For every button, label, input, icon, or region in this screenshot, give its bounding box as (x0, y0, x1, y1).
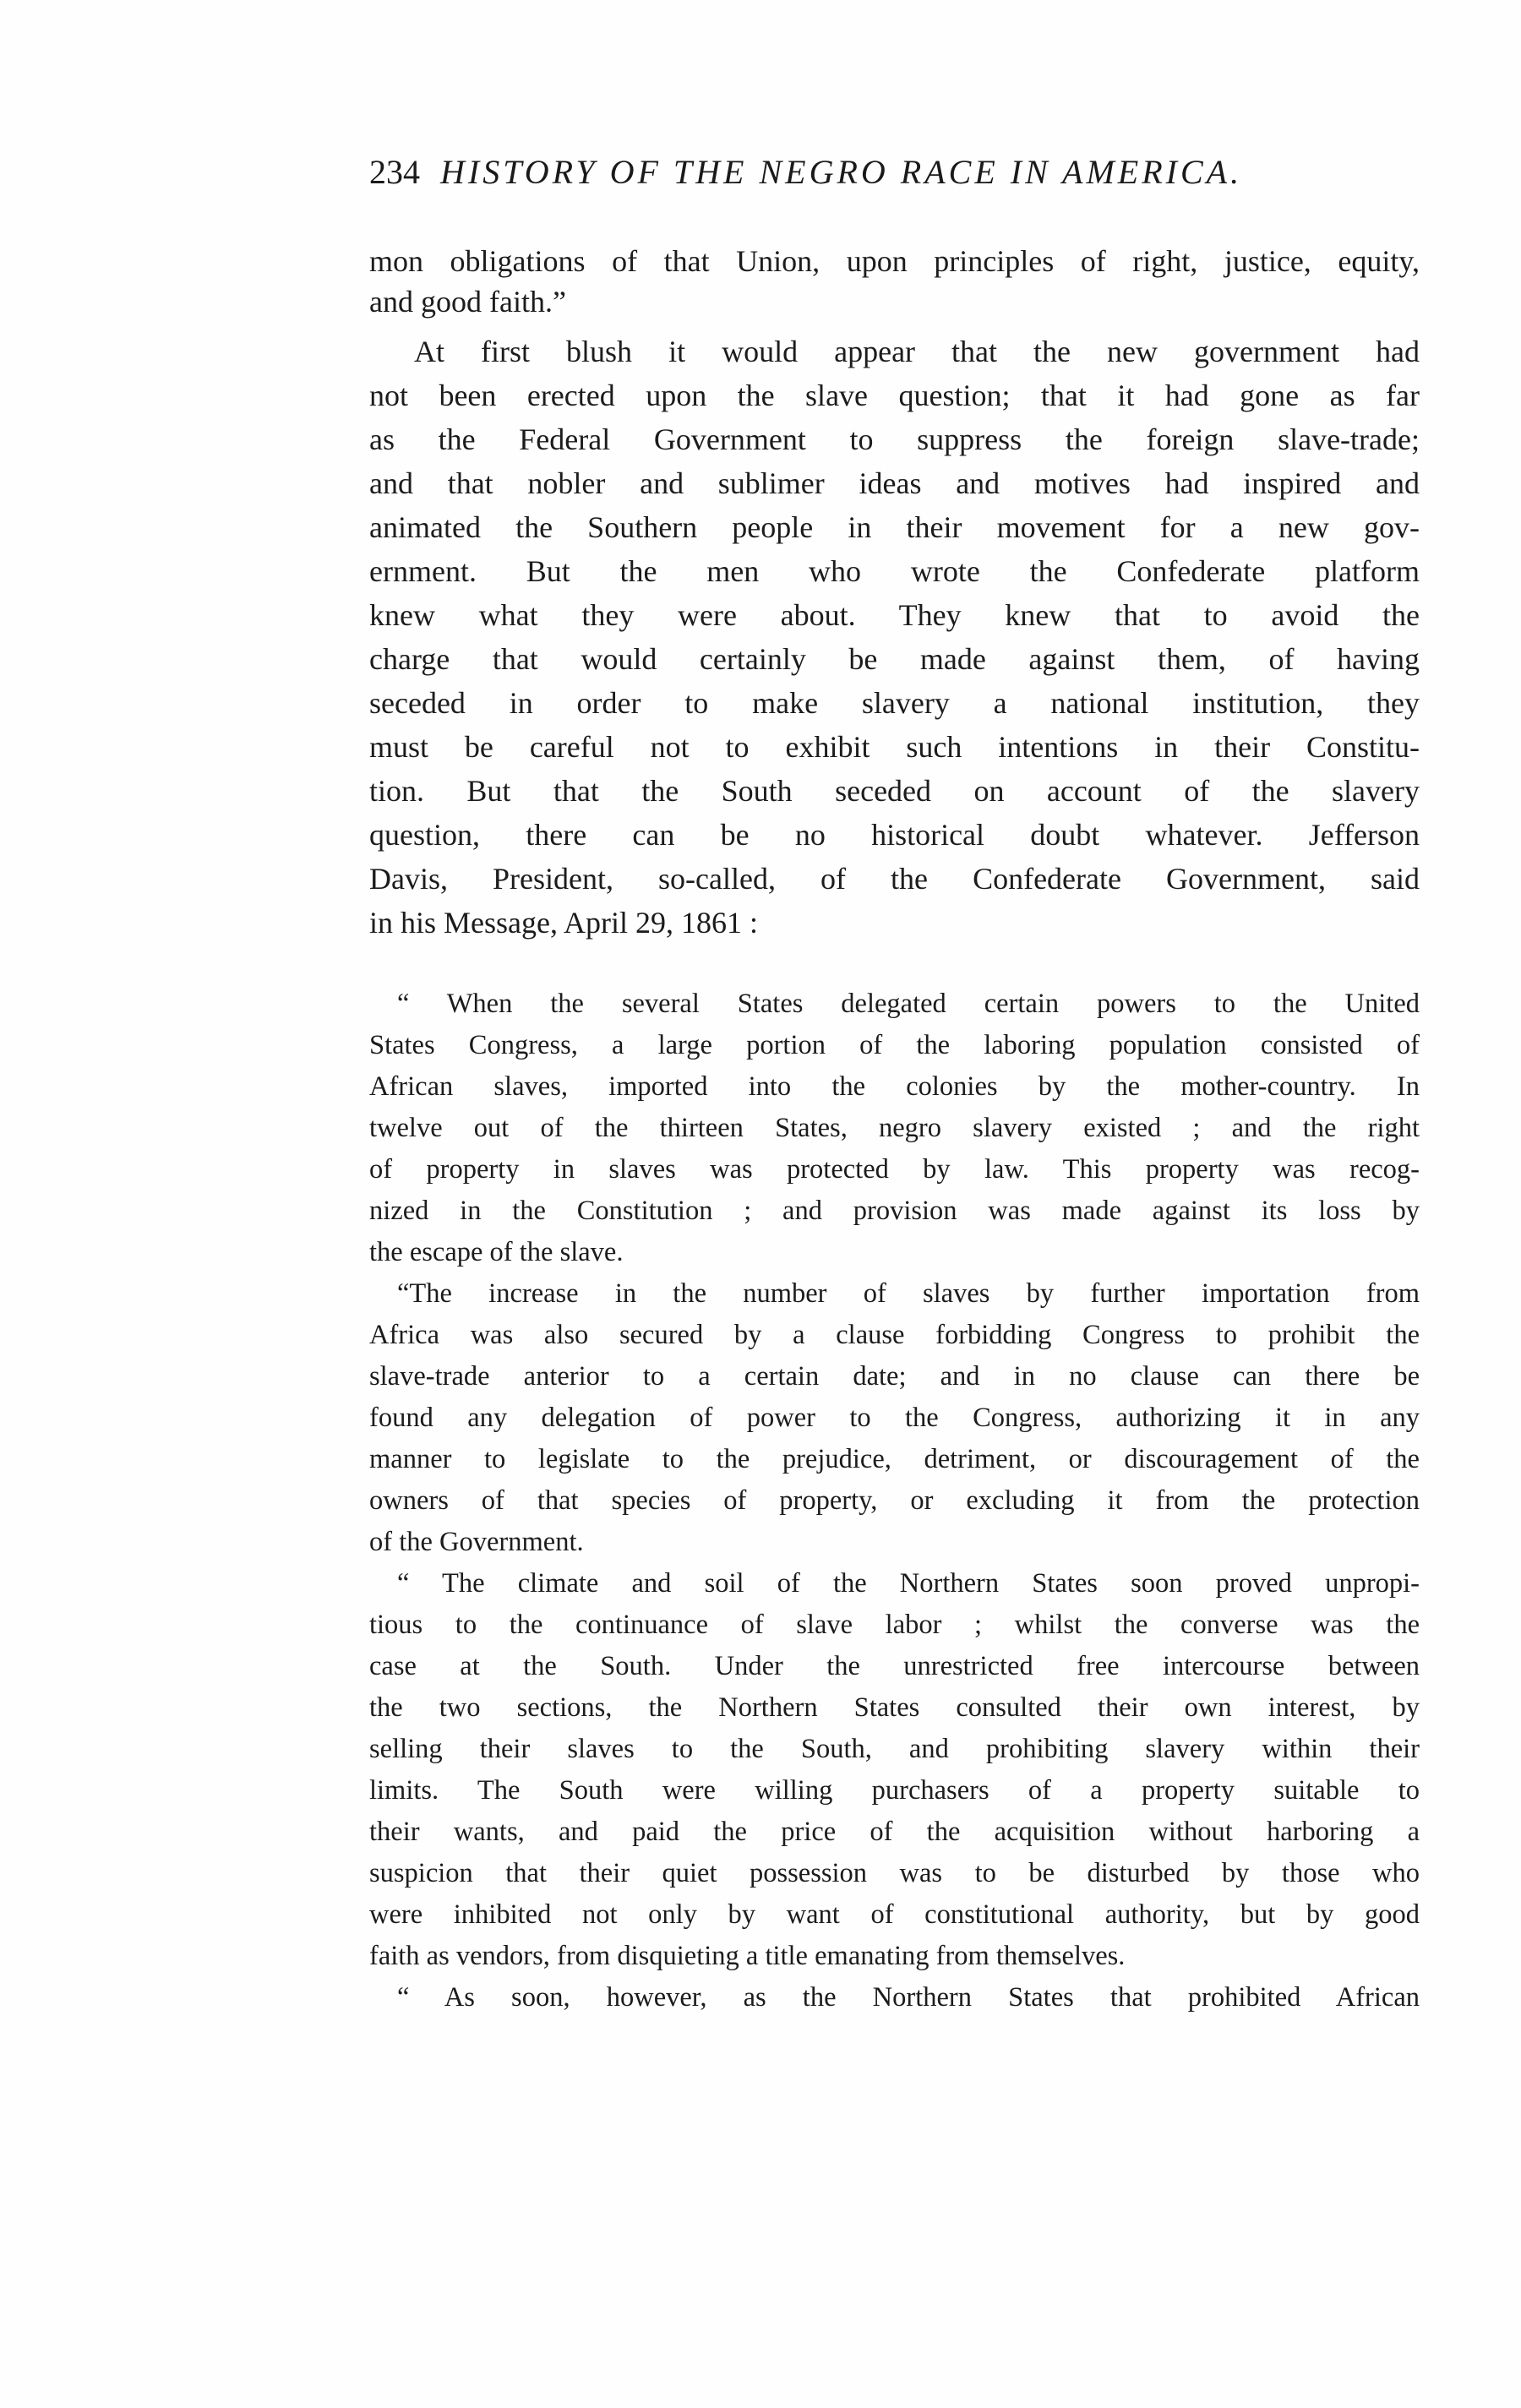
text-line: Davis, President, so-called, of the Confederate Government, said (369, 862, 1420, 896)
text-line: faith as vendors, from disquieting a title emanating from themselves. (369, 1941, 1126, 1971)
text-line: twelve out of the thirteen States, negro slavery existed ; and the right (369, 1113, 1420, 1143)
running-title: HISTORY OF THE NEGRO RACE IN AMERICA. (440, 153, 1243, 191)
text-line: case at the South. Under the unrestricted free intercourse between (369, 1651, 1420, 1681)
text-line: were inhibited not only by want of constitutional authority, but by good (369, 1899, 1420, 1930)
text-line: knew what they were about. They knew that to avoid the (369, 598, 1420, 632)
text-line: seceded in order to make slavery a national institution, they (369, 686, 1420, 720)
text-line: slave-trade anterior to a certain date; and in no clause can there be (369, 1361, 1420, 1392)
text-line: tion. But that the South seceded on account of the slavery (369, 774, 1420, 808)
text-line: the escape of the slave. (369, 1237, 624, 1267)
text-line: limits. The South were willing purchasers of a property suitable to (369, 1775, 1420, 1806)
text-line: suspicion that their quiet possession was to be disturbed by those who (369, 1858, 1420, 1888)
text-line: tious to the continuance of slave labor ; whilst the converse was the (369, 1610, 1420, 1640)
text-line: the two sections, the Northern States consulted their own interest, by (369, 1692, 1420, 1723)
text-line: African slaves, imported into the colonies by the mother-country. In (369, 1071, 1420, 1102)
text-line: ernment. But the men who wrote the Confederate platform (369, 554, 1420, 588)
running-header (369, 152, 1426, 193)
text-line: “ As soon, however, as the Northern States that prohibited African (397, 1982, 1420, 2013)
text-line: charge that would certainly be made against them, of having (369, 642, 1420, 676)
text-line: mon obligations of that Union, upon principles of right, justice, equity, (369, 244, 1420, 278)
text-line: must be careful not to exhibit such intentions in their Constitu- (369, 730, 1420, 764)
text-line: Africa was also secured by a clause forbidding Congress to prohibit the (369, 1320, 1420, 1350)
text-line: nized in the Constitution ; and provision was made against its loss by (369, 1196, 1420, 1226)
text-line: owners of that species of property, or excluding it from the protection (369, 1485, 1420, 1516)
text-line: as the Federal Government to suppress the foreign slave-trade; (369, 422, 1420, 456)
text-line: of the Government. (369, 1527, 584, 1557)
text-line: States Congress, a large portion of the laboring population consisted of (369, 1030, 1420, 1060)
text-line: and that nobler and sublimer ideas and motives had inspired and (369, 466, 1420, 500)
text-line: “ The climate and soil of the Northern States soon proved unpropi- (397, 1568, 1420, 1599)
text-line: “ When the several States delegated certain powers to the United (397, 989, 1420, 1019)
text-line: found any delegation of power to the Congress, authorizing it in any (369, 1403, 1420, 1433)
text-line: not been erected upon the slave question; that it had gone as far (369, 379, 1420, 412)
text-line: “The increase in the number of slaves by further importation from (397, 1278, 1420, 1309)
page-number: 234 (369, 153, 420, 191)
text-line: At first blush it would appear that the new government had (414, 335, 1420, 368)
text-line: of property in slaves was protected by law. This property was recog- (369, 1154, 1420, 1185)
text-line: in his Message, April 29, 1861 : (369, 906, 758, 940)
text-line: selling their slaves to the South, and prohibiting slavery within their (369, 1734, 1420, 1764)
text-line: question, there can be no historical doubt whatever. Jefferson (369, 818, 1420, 852)
text-line: their wants, and paid the price of the acquisition without harboring a (369, 1817, 1420, 1847)
text-line: manner to legislate to the prejudice, detriment, or discouragement of the (369, 1444, 1420, 1474)
text-line: animated the Southern people in their movement for a new gov- (369, 510, 1420, 544)
text-line: and good faith.” (369, 285, 566, 319)
